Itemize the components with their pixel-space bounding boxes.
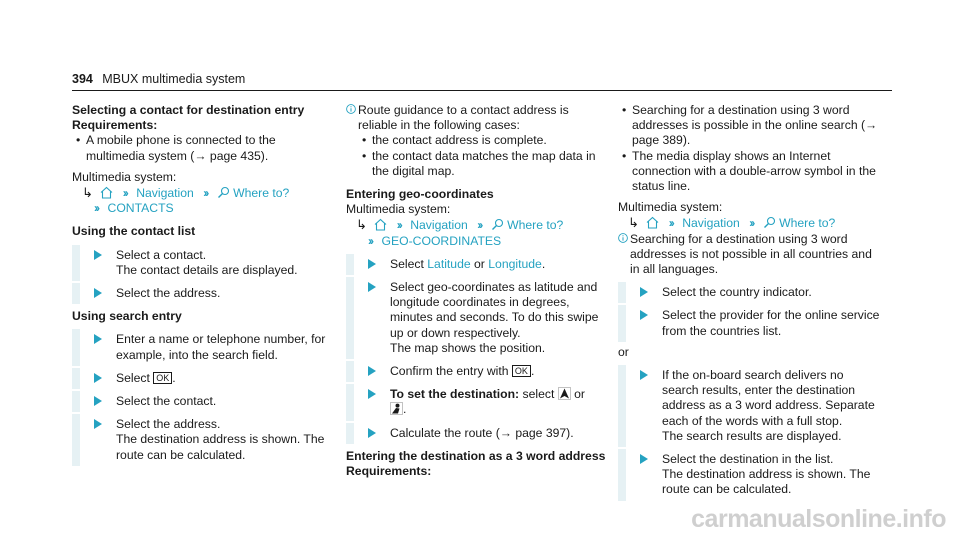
subheading-search-entry: Using search entry	[72, 309, 182, 324]
path-start-icon: ↳	[82, 185, 93, 201]
step-arrow-icon	[94, 396, 102, 406]
home-icon[interactable]	[100, 186, 113, 199]
step-arrow-icon	[368, 259, 376, 269]
section-heading: Selecting a contact for destination entry	[72, 103, 305, 117]
step-arrow-icon	[94, 288, 102, 298]
path-start-icon: ↳	[356, 217, 367, 233]
multimedia-label: Multimedia system:	[72, 169, 177, 184]
step-country-indicator: Select the country indicator.	[618, 285, 880, 300]
column-2	[346, 103, 608, 479]
step-select-address-2: Select the address. The destination address is shown. The route can be calculated.	[72, 417, 334, 463]
nav-where-to[interactable]: Where to?	[507, 218, 564, 233]
chevron-double-icon: ››	[668, 216, 673, 231]
geo-heading: Entering geo-coordinates	[346, 187, 494, 202]
nav-path-2	[346, 234, 608, 249]
step-select-ok: Select OK .	[72, 371, 334, 386]
person-pin-icon[interactable]	[390, 402, 403, 415]
step-enter-3word: If the on-board search delivers no search results, enter the destination address as a 3 word address. Separate each of the words with a full stop. The search results are displayed.	[618, 368, 880, 444]
watermark: carmanualsonline.info	[691, 504, 946, 533]
multimedia-label: Multimedia system:	[346, 202, 451, 217]
or-label: or	[618, 344, 629, 359]
step-arrow-icon	[94, 419, 102, 429]
chevron-double-icon: ››	[94, 201, 99, 216]
requirement-bullet: • A mobile phone is connected to the multimedia system (→ page 435).	[72, 133, 334, 163]
step-arrow-icon	[94, 334, 102, 344]
step-arrow-icon	[640, 310, 648, 320]
info-note: Searching for a destination using 3 word addresses is not possible in all countries and in all languages.	[618, 232, 880, 278]
requirement-bullet: • The media display shows an Internet connection with a double-arrow symbol in the status line.	[618, 149, 880, 195]
subheading-contact-list: Using the contact list	[72, 224, 196, 239]
navigate-arrow-icon[interactable]	[558, 387, 571, 400]
step-arrow-icon	[368, 428, 376, 438]
step-select-destination: Select the destination in the list. The destination address is shown. The route can be calculated.	[618, 452, 880, 498]
chevron-double-icon: ››	[477, 218, 482, 233]
nav-geo-coordinates[interactable]: GEO-COORDINATES	[381, 233, 502, 248]
nav-path	[618, 215, 880, 231]
chevron-double-icon: ››	[368, 233, 373, 248]
search-icon[interactable]	[217, 186, 230, 199]
step-arrow-icon	[94, 250, 102, 260]
nav-navigation[interactable]: Navigation	[682, 216, 740, 231]
info-icon	[618, 233, 628, 243]
home-icon[interactable]	[374, 218, 387, 231]
step-arrow-icon	[368, 389, 376, 399]
nav-path	[72, 185, 334, 201]
nav-navigation[interactable]: Navigation	[136, 186, 194, 201]
path-start-icon: ↳	[628, 215, 639, 231]
ok-key-icon[interactable]: OK	[512, 365, 531, 377]
page-header	[72, 72, 892, 91]
page-number: 394	[72, 72, 93, 86]
latitude-link[interactable]: Latitude	[427, 256, 471, 271]
chevron-double-icon: ››	[396, 218, 401, 233]
step-select-contact-2: Select the contact.	[72, 394, 334, 409]
info-note: Route guidance to a contact address is reliable in the following cases: • the contact address is complete. • the contact data matches the map data in the digital map.	[346, 103, 608, 179]
ok-key-icon[interactable]: OK	[153, 372, 172, 384]
step-confirm: Confirm the entry with OK .	[346, 364, 608, 379]
step-select-provider: Select the provider for the online service from the countries list.	[618, 308, 880, 338]
step-arrow-icon	[94, 373, 102, 383]
search-icon[interactable]	[763, 216, 776, 229]
step-arrow-icon	[640, 287, 648, 297]
info-icon	[346, 104, 356, 114]
step-calculate-route: Calculate the route (→ page 397).	[346, 426, 608, 441]
step-select-geo: Select geo-coordinates as latitude and longitude coordinates in degrees, minutes and seconds. To do this swipe up or down respectively. The map shows the position.	[346, 280, 608, 356]
step-arrow-icon	[368, 282, 376, 292]
chevron-double-icon: ››	[203, 186, 208, 201]
page-title: MBUX multimedia system	[102, 72, 246, 86]
step-select-address: Select the address.	[72, 286, 334, 301]
w3-requirements-label: Requirements:	[346, 464, 432, 479]
chevron-double-icon: ››	[749, 216, 754, 231]
nav-navigation[interactable]: Navigation	[410, 218, 468, 233]
requirement-bullet: • Searching for a destination using 3 word addresses is possible in the online search (→ page 389).	[618, 103, 880, 149]
step-select-lat-lon: Select Latitude or Longitude.	[346, 257, 608, 272]
step-select-contact: Select a contact. The contact details are displayed.	[72, 248, 334, 278]
requirements-label: Requirements:	[72, 118, 158, 133]
step-arrow-icon	[640, 370, 648, 380]
column-1	[72, 103, 334, 463]
column-3	[618, 103, 880, 498]
nav-path	[346, 217, 608, 233]
search-icon[interactable]	[491, 218, 504, 231]
w3-heading: Entering the destination as a 3 word address	[346, 448, 606, 463]
home-icon[interactable]	[646, 216, 659, 229]
step-arrow-icon	[368, 366, 376, 376]
nav-where-to[interactable]: Where to?	[779, 216, 836, 231]
step-enter-name: Enter a name or telephone number, for example, into the search field.	[72, 332, 334, 362]
multimedia-label: Multimedia system:	[618, 200, 723, 215]
step-set-destination: To set the destination: select or .	[346, 387, 608, 417]
nav-where-to[interactable]: Where to?	[233, 186, 290, 201]
chevron-double-icon: ››	[122, 186, 127, 201]
nav-path-2	[72, 201, 334, 216]
nav-contacts[interactable]: CONTACTS	[107, 201, 174, 216]
longitude-link[interactable]: Longitude	[488, 256, 542, 271]
step-arrow-icon	[640, 454, 648, 464]
